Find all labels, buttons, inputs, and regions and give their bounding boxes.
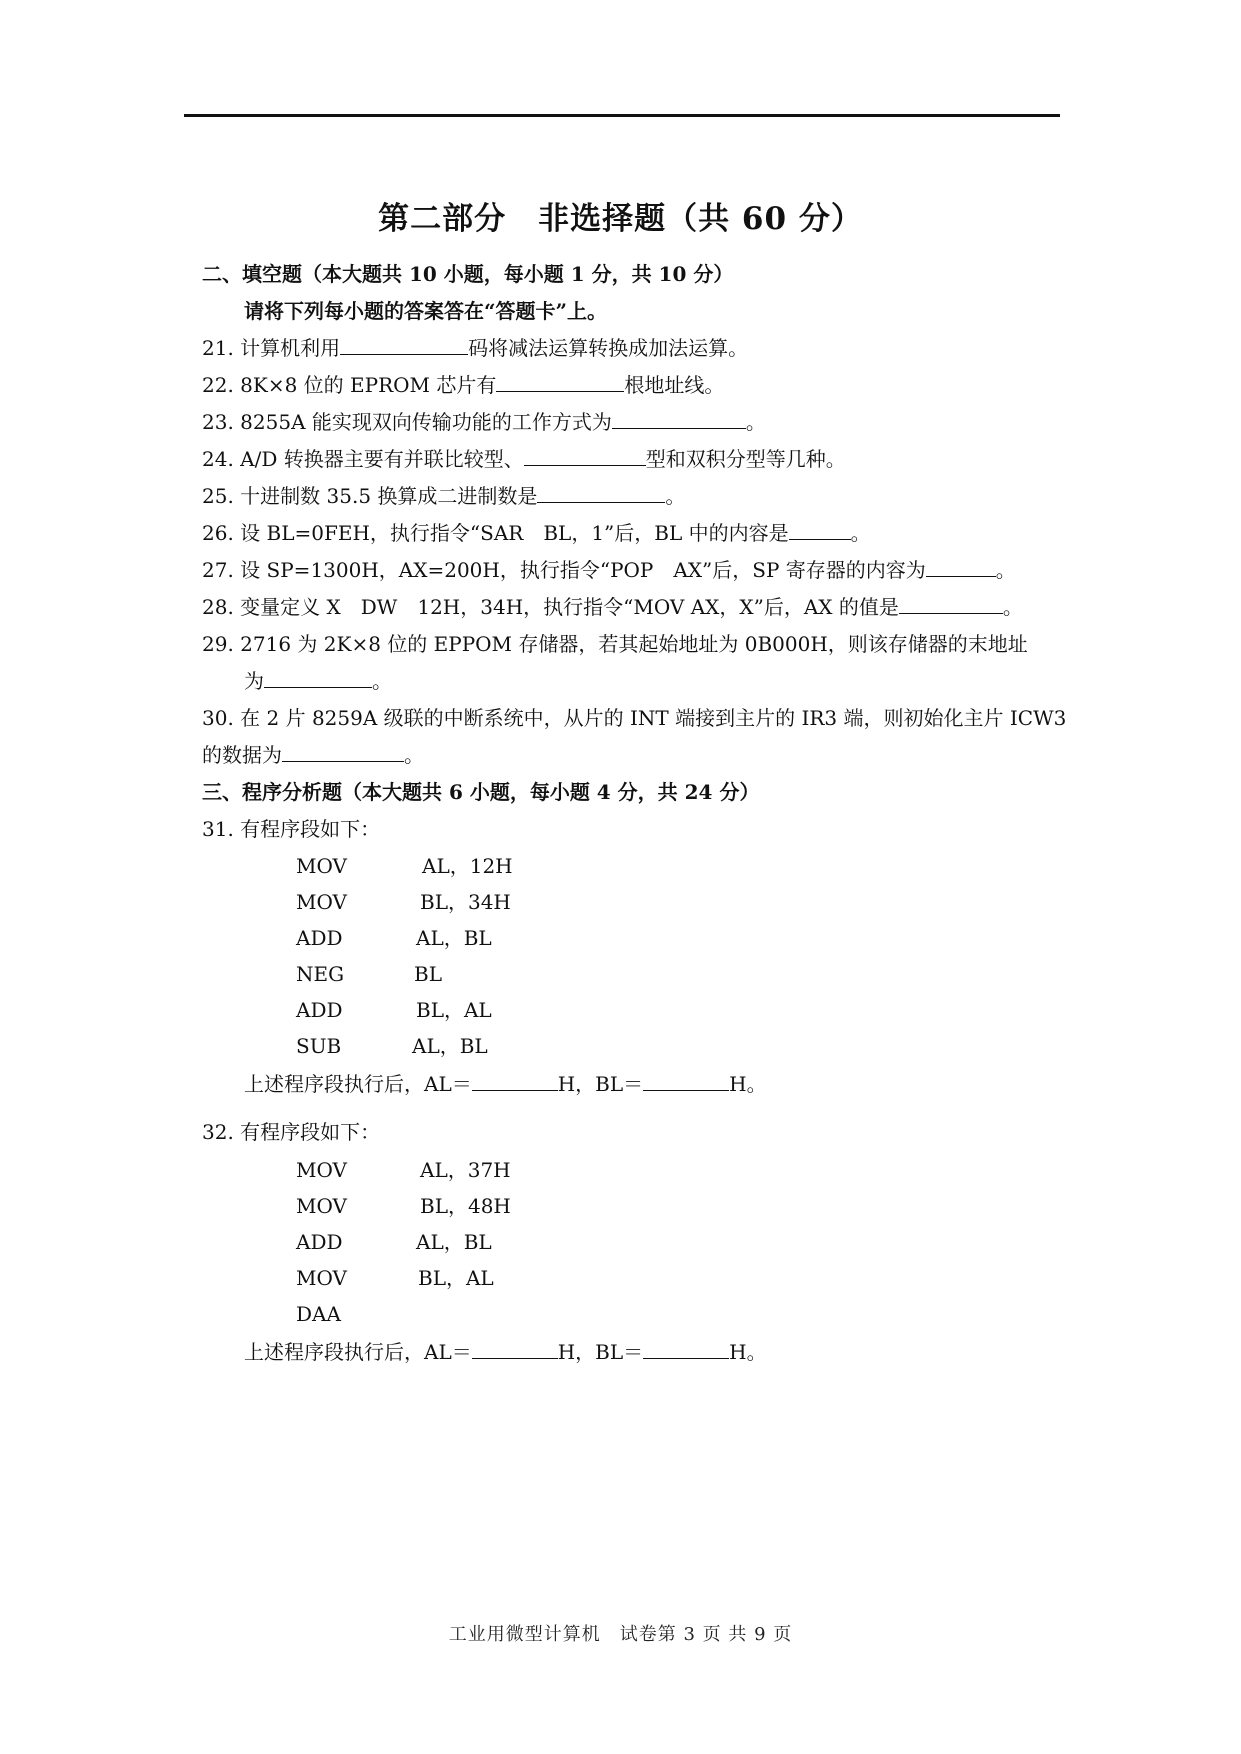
answer-blank	[264, 669, 372, 688]
code-opcode: DAA	[296, 1302, 341, 1326]
question-text: 型和双积分型等几种。	[645, 447, 846, 471]
question-26	[202, 521, 871, 545]
code-operands: AL，37H	[420, 1158, 511, 1182]
question-30	[202, 706, 1066, 730]
result-text: H，BL＝	[557, 1072, 644, 1096]
answer-blank	[472, 1340, 558, 1359]
page-footer: 工业用微型计算机 试卷第 3 页 共 9 页	[448, 1624, 793, 1645]
answer-blank	[612, 410, 746, 429]
code-opcode: ADD	[296, 926, 343, 950]
code-operands: AL，BL	[416, 1230, 492, 1254]
question-text: 设 BL=0FEH，执行指令“SAR BL，1”后，BL 中的内容是	[240, 521, 789, 545]
question-text: 。	[404, 743, 424, 767]
question-number: 32.	[202, 1120, 234, 1144]
code-operands: BL，AL	[418, 1266, 494, 1290]
question-text: 计算机利用	[240, 336, 341, 360]
question-number: 22.	[202, 373, 234, 397]
code-opcode: MOV	[296, 1194, 347, 1218]
question-number: 29.	[202, 632, 234, 656]
question-number: 21.	[202, 336, 234, 360]
question-number: 25.	[202, 484, 234, 508]
question-text: 。	[995, 558, 1016, 582]
question-text: 。	[850, 521, 871, 545]
code-operands: BL	[414, 962, 442, 986]
code-opcode: ADD	[296, 998, 343, 1022]
question-number: 31.	[202, 817, 234, 841]
code-opcode: MOV	[296, 1266, 347, 1290]
question-text: 。	[745, 410, 766, 434]
code-opcode: ADD	[296, 1230, 343, 1254]
result-text: 上述程序段执行后，AL＝	[244, 1340, 472, 1364]
question-text: 有程序段如下：	[240, 817, 381, 841]
code-opcode: MOV	[296, 854, 347, 878]
result-text: H。	[729, 1340, 767, 1364]
code-operands: BL，34H	[420, 890, 511, 914]
question-text: 。	[665, 484, 686, 508]
answer-blank	[282, 743, 404, 762]
result-32	[244, 1340, 767, 1364]
code-opcode: MOV	[296, 1158, 347, 1182]
question-text: 的数据为	[202, 743, 282, 767]
question-text: 设 SP=1300H，AX=200H，执行指令“POP AX”后，SP 寄存器的内容为	[240, 558, 926, 582]
question-text: 。	[372, 669, 392, 693]
result-text: H。	[729, 1072, 767, 1096]
answer-blank	[472, 1072, 558, 1091]
answer-blank	[899, 595, 1003, 614]
section2-instruction: 请将下列每小题的答案答在“答题卡”上。	[244, 299, 608, 323]
answer-blank	[643, 1072, 729, 1091]
code-opcode: NEG	[296, 962, 345, 986]
question-24	[202, 447, 846, 471]
code-opcode: MOV	[296, 890, 347, 914]
code-operands: BL，48H	[420, 1194, 511, 1218]
result-text: 上述程序段执行后，AL＝	[244, 1072, 472, 1096]
question-number: 27.	[202, 558, 234, 582]
question-32	[202, 1120, 380, 1144]
question-text: 变量定义 X DW 12H，34H，执行指令“MOV AX，X”后，AX 的值是	[240, 595, 899, 619]
question-text: 码将减法运算转换成加法运算。	[468, 336, 749, 360]
code-operands: AL，BL	[412, 1034, 488, 1058]
answer-blank	[643, 1340, 729, 1359]
header-rule	[184, 114, 1060, 117]
answer-blank	[340, 336, 468, 355]
section2-heading: 二、填空题（本大题共 10 小题，每小题 1 分，共 10 分）	[202, 262, 734, 286]
question-31	[202, 817, 380, 841]
question-text: 为	[244, 669, 264, 693]
question-number: 24.	[202, 447, 234, 471]
question-25	[202, 484, 685, 508]
question-text: 2716 为 2K×8 位的 EPPOM 存储器，若其起始地址为 0B000H，则该存储器的末地址	[240, 632, 1028, 656]
section3-heading: 三、程序分析题（本大题共 6 小题，每小题 4 分，共 24 分）	[202, 780, 760, 804]
question-number: 26.	[202, 521, 234, 545]
question-23	[202, 410, 766, 434]
question-text: 8255A 能实现双向传输功能的工作方式为	[240, 410, 612, 434]
question-22	[202, 373, 724, 397]
question-text: A/D 转换器主要有并联比较型、	[240, 447, 524, 471]
question-number: 23.	[202, 410, 234, 434]
code-operands: BL，AL	[416, 998, 492, 1022]
question-number: 28.	[202, 595, 234, 619]
question-text: 根地址线。	[624, 373, 725, 397]
question-text: 30. 在 2 片 8259A 级联的中断系统中，从片的 INT 端接到主片的 IR3 端，则初始化主片 ICW3	[202, 706, 1067, 730]
question-30-cont	[202, 743, 424, 767]
result-31	[244, 1072, 767, 1096]
code-opcode: SUB	[296, 1034, 342, 1058]
answer-blank	[537, 484, 665, 503]
answer-blank	[789, 521, 851, 540]
question-text: 有程序段如下：	[240, 1120, 381, 1144]
answer-blank	[926, 558, 996, 577]
question-text: 。	[1002, 595, 1023, 619]
page-title: 第二部分 非选择题（共 60 分）	[378, 201, 863, 237]
question-27	[202, 558, 1016, 582]
code-operands: AL，BL	[416, 926, 492, 950]
question-28	[202, 595, 1023, 619]
answer-blank	[524, 447, 646, 466]
question-29	[202, 632, 1028, 656]
code-operands: AL，12H	[422, 854, 513, 878]
question-text: 十进制数 35.5 换算成二进制数是	[240, 484, 538, 508]
answer-blank	[496, 373, 624, 392]
question-21	[202, 336, 748, 360]
result-text: H，BL＝	[557, 1340, 644, 1364]
question-29-cont	[244, 669, 392, 693]
question-text: 8K×8 位的 EPROM 芯片有	[240, 373, 497, 397]
